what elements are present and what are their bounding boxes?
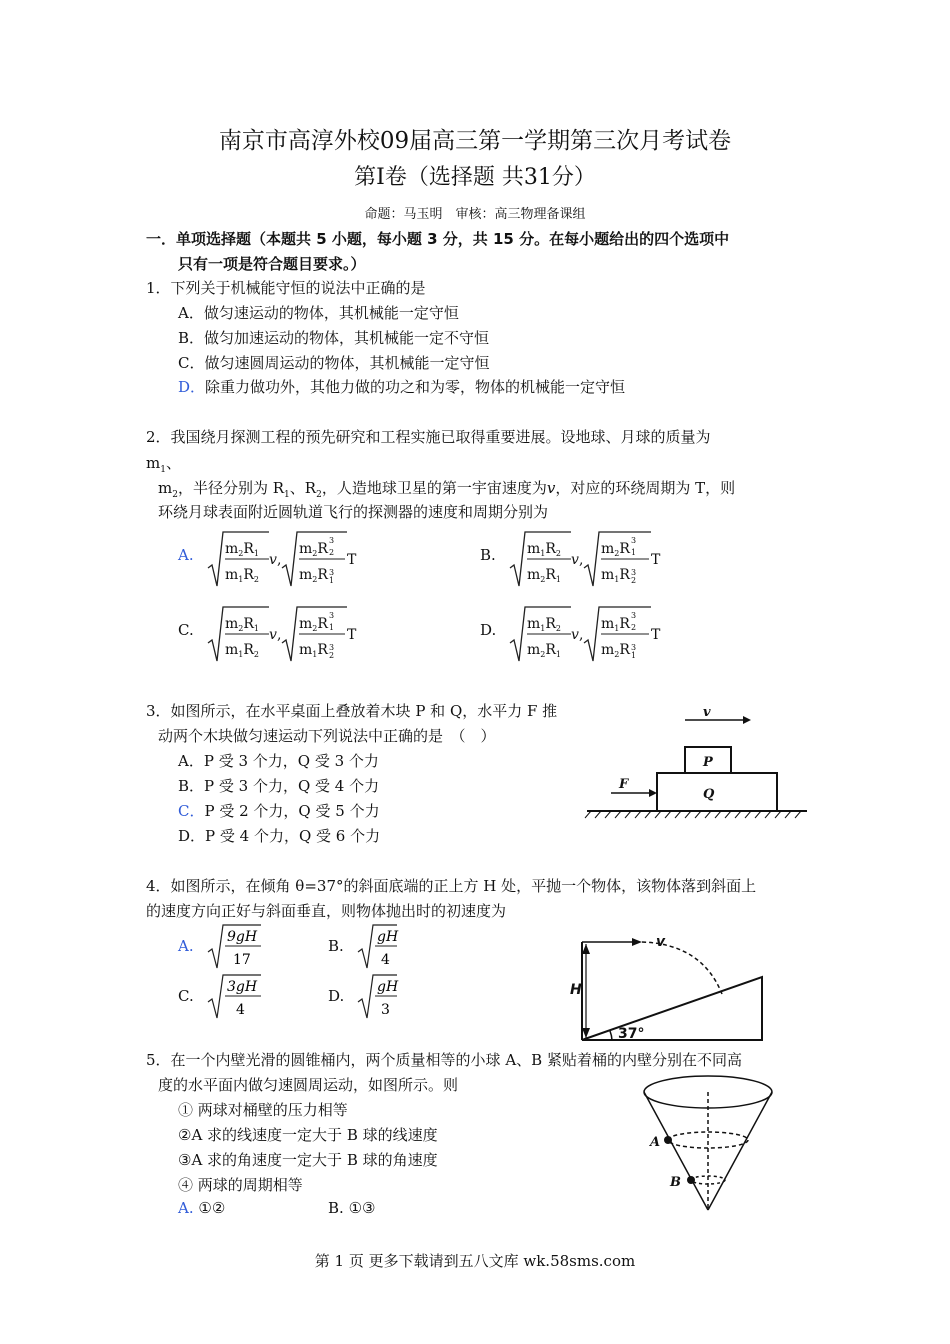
svg-text:1: 1 bbox=[631, 651, 637, 660]
svg-text:m2R1: $m_2R_1$ bbox=[527, 642, 562, 659]
page-title: 南京市高淳外校09届高三第一学期第三次月考试卷 bbox=[218, 128, 732, 154]
q4-option-d-letter: D. bbox=[328, 987, 345, 1005]
svg-text:m2R: $m_2R$ bbox=[601, 541, 630, 558]
q5-item-2: ②A 求的线速度一定大于 B 球的线速度 bbox=[178, 1126, 438, 1144]
svg-text:m2R: $m_2R$ bbox=[601, 642, 630, 659]
svg-text:17: 17 bbox=[233, 952, 251, 968]
page-subtitle: 第I卷（选择题 共31分） bbox=[354, 165, 596, 190]
q4-fig-v-label: v bbox=[656, 934, 666, 950]
svg-text:3: 3 bbox=[381, 1002, 390, 1018]
svg-text:3: 3 bbox=[329, 643, 335, 652]
q3-figure-blocks bbox=[585, 700, 810, 820]
q3-line1: 3．如图所示，在水平桌面上叠放着木块 P 和 Q，水平力 F 推 bbox=[146, 702, 558, 720]
q1-option-d: D．除重力做功外，其他力做的功之和为零，物体的机械能一定守恒 bbox=[178, 378, 626, 396]
q2-option-d-formula bbox=[507, 603, 667, 665]
q4-option-b-letter: B. bbox=[328, 937, 344, 955]
q3-fig-v-label: v bbox=[703, 705, 711, 720]
svg-text:1: 1 bbox=[631, 548, 637, 557]
svg-text:m1R2: $m_1R_2$ bbox=[527, 541, 562, 558]
q3-option-d: D．P 受 4 个力，Q 受 6 个力 bbox=[178, 827, 381, 845]
q3-option-a: A．P 受 3 个力，Q 受 3 个力 bbox=[178, 752, 379, 770]
q5-fig-a-label: A bbox=[650, 1135, 661, 1150]
svg-text:2: 2 bbox=[329, 651, 335, 660]
q2-line2: $m_1$、 bbox=[146, 454, 181, 475]
q4-option-d-formula bbox=[355, 972, 405, 1022]
q5-option-b: B. ①③ bbox=[328, 1199, 376, 1217]
svg-text:m1R2: $m_1R_2$ bbox=[527, 616, 562, 633]
svg-text:T: T bbox=[347, 627, 357, 643]
svg-text:m1R: $m_1R$ bbox=[299, 642, 328, 659]
q5-item-3: ③A 求的角速度一定大于 B 球的角速度 bbox=[178, 1151, 438, 1169]
svg-text:3: 3 bbox=[631, 643, 637, 652]
q4-line1: 4．如图所示，在倾角 θ=37°的斜面底端的正上方 H 处，平抛一个物体，该物体落到斜面上 bbox=[146, 877, 757, 895]
q3-fig-q-label: Q bbox=[703, 787, 715, 802]
svg-text:3gH: 3gH bbox=[227, 979, 258, 995]
svg-text:v: v bbox=[269, 552, 277, 568]
q4-option-b-formula bbox=[355, 922, 405, 972]
q3-option-c: C．P 受 2 个力，Q 受 5 个力 bbox=[178, 802, 380, 820]
q3-fig-f-label: F bbox=[619, 777, 629, 792]
svg-text:4: 4 bbox=[381, 952, 390, 968]
svg-text:v: v bbox=[269, 627, 277, 643]
svg-text:3: 3 bbox=[631, 568, 637, 577]
q3-line2: 动两个木块做匀速运动下列说法中正确的是 （ ） bbox=[158, 727, 496, 745]
svg-text:3: 3 bbox=[631, 611, 637, 620]
svg-text:T: T bbox=[651, 552, 661, 568]
svg-text:,: , bbox=[579, 627, 584, 643]
q2-line4: 环绕月球表面附近圆轨道飞行的探测器的速度和周期分别为 bbox=[158, 503, 549, 521]
q2-option-d-letter: D. bbox=[480, 621, 497, 639]
svg-text:3: 3 bbox=[329, 611, 335, 620]
byline: 命题：马玉明 审核：高三物理备课组 bbox=[364, 207, 586, 222]
svg-text:v: v bbox=[571, 627, 579, 643]
svg-text:1: 1 bbox=[329, 623, 335, 632]
q4-fig-h-label: H bbox=[570, 982, 582, 998]
q4-fig-angle-label: 37° bbox=[618, 1026, 645, 1042]
q5-item-4: ④ 两球的周期相等 bbox=[178, 1176, 303, 1194]
q2-line1: 2．我国绕月探测工程的预先研究和工程实施已取得重要进展。设地球、月球的质量为 bbox=[146, 428, 711, 446]
q4-line2: 的速度方向正好与斜面垂直，则物体抛出时的初速度为 bbox=[146, 902, 507, 920]
page-footer: 第 1 页 更多下载请到五八文库 wk.58sms.com bbox=[314, 1252, 636, 1270]
svg-text:m2R1: $m_2R_1$ bbox=[225, 616, 260, 633]
q5-fig-b-label: B bbox=[670, 1175, 681, 1190]
q5-line1: 5．在一个内壁光滑的圆锥桶内，两个质量相等的小球 A、B 紧贴着桶的内壁分别在不同高 bbox=[146, 1051, 742, 1069]
svg-text:T: T bbox=[347, 552, 357, 568]
svg-text:,: , bbox=[579, 552, 584, 568]
svg-text:m2R: $m_2R$ bbox=[299, 541, 328, 558]
svg-text:m2R: $m_2R$ bbox=[299, 616, 328, 633]
q2-option-b-letter: B. bbox=[480, 546, 496, 564]
q5-line2: 度的水平面内做匀速圆周运动，如图所示。则 bbox=[158, 1076, 459, 1094]
section-heading-cont: 只有一项是符合题目要求。） bbox=[178, 255, 366, 273]
q1-option-a: A．做匀速运动的物体，其机械能一定守恒 bbox=[178, 304, 459, 322]
svg-text:3: 3 bbox=[631, 536, 637, 545]
q4-option-a-letter: A. bbox=[178, 937, 194, 955]
q1-option-c: C．做匀速圆周运动的物体，其机械能一定守恒 bbox=[178, 354, 490, 372]
q5-figure-cone bbox=[630, 1070, 790, 1220]
svg-text:gH: gH bbox=[377, 979, 399, 995]
q1-option-b: B．做匀加速运动的物体，其机械能一定不守恒 bbox=[178, 329, 490, 347]
q3-option-b: B．P 受 3 个力，Q 受 4 个力 bbox=[178, 777, 380, 795]
svg-text:T: T bbox=[651, 627, 661, 643]
svg-text:9gH: 9gH bbox=[227, 929, 258, 945]
svg-text:,: , bbox=[277, 552, 282, 568]
q3-fig-p-label: P bbox=[703, 755, 713, 770]
q4-figure-incline bbox=[572, 932, 797, 1047]
svg-text:m1R2: $m_1R_2$ bbox=[225, 567, 260, 584]
svg-text:m1R: $m_1R$ bbox=[601, 616, 630, 633]
svg-text:2: 2 bbox=[631, 576, 637, 585]
svg-text:m2R1: $m_2R_1$ bbox=[527, 567, 562, 584]
section-heading: 一．单项选择题（本题共 5 小题，每小题 3 分，共 15 分。在每小题给出的四个选项中 bbox=[146, 230, 730, 248]
svg-text:3: 3 bbox=[329, 536, 335, 545]
q2-option-a-letter: A. bbox=[178, 546, 194, 564]
svg-text:v: v bbox=[571, 552, 579, 568]
q4-option-a-formula bbox=[205, 922, 265, 972]
svg-text:4: 4 bbox=[236, 1002, 245, 1018]
svg-text:m2R1: $m_2R_1$ bbox=[225, 541, 260, 558]
q1-stem: 1．下列关于机械能守恒的说法中正确的是 bbox=[146, 279, 426, 297]
q5-item-1: ① 两球对桶壁的压力相等 bbox=[178, 1101, 348, 1119]
q2-option-a-formula bbox=[205, 528, 365, 590]
svg-text:2: 2 bbox=[329, 548, 335, 557]
svg-text:1: 1 bbox=[329, 576, 335, 585]
q2-option-c-formula bbox=[205, 603, 365, 665]
q5-option-a: A. ①② bbox=[178, 1199, 226, 1217]
q2-line3: $m_2$，半径分别为 $R_1$、$R_2$，人造地球卫星的第一宇宙速度为v，对应的环绕周期为 T，则 bbox=[158, 479, 736, 500]
q5-fig-ball-a bbox=[664, 1136, 672, 1144]
svg-text:3: 3 bbox=[329, 568, 335, 577]
svg-text:,: , bbox=[277, 627, 282, 643]
q5-fig-ball-b bbox=[687, 1176, 695, 1184]
svg-text:2: 2 bbox=[631, 623, 637, 632]
svg-text:m2R: $m_2R$ bbox=[299, 567, 328, 584]
q4-option-c-formula bbox=[205, 972, 265, 1022]
q2-option-c-letter: C. bbox=[178, 621, 194, 639]
q4-option-c-letter: C. bbox=[178, 987, 194, 1005]
svg-text:m1R2: $m_1R_2$ bbox=[225, 642, 260, 659]
svg-text:gH: gH bbox=[377, 929, 399, 945]
q2-option-b-formula bbox=[507, 528, 667, 590]
svg-text:m1R: $m_1R$ bbox=[601, 567, 630, 584]
